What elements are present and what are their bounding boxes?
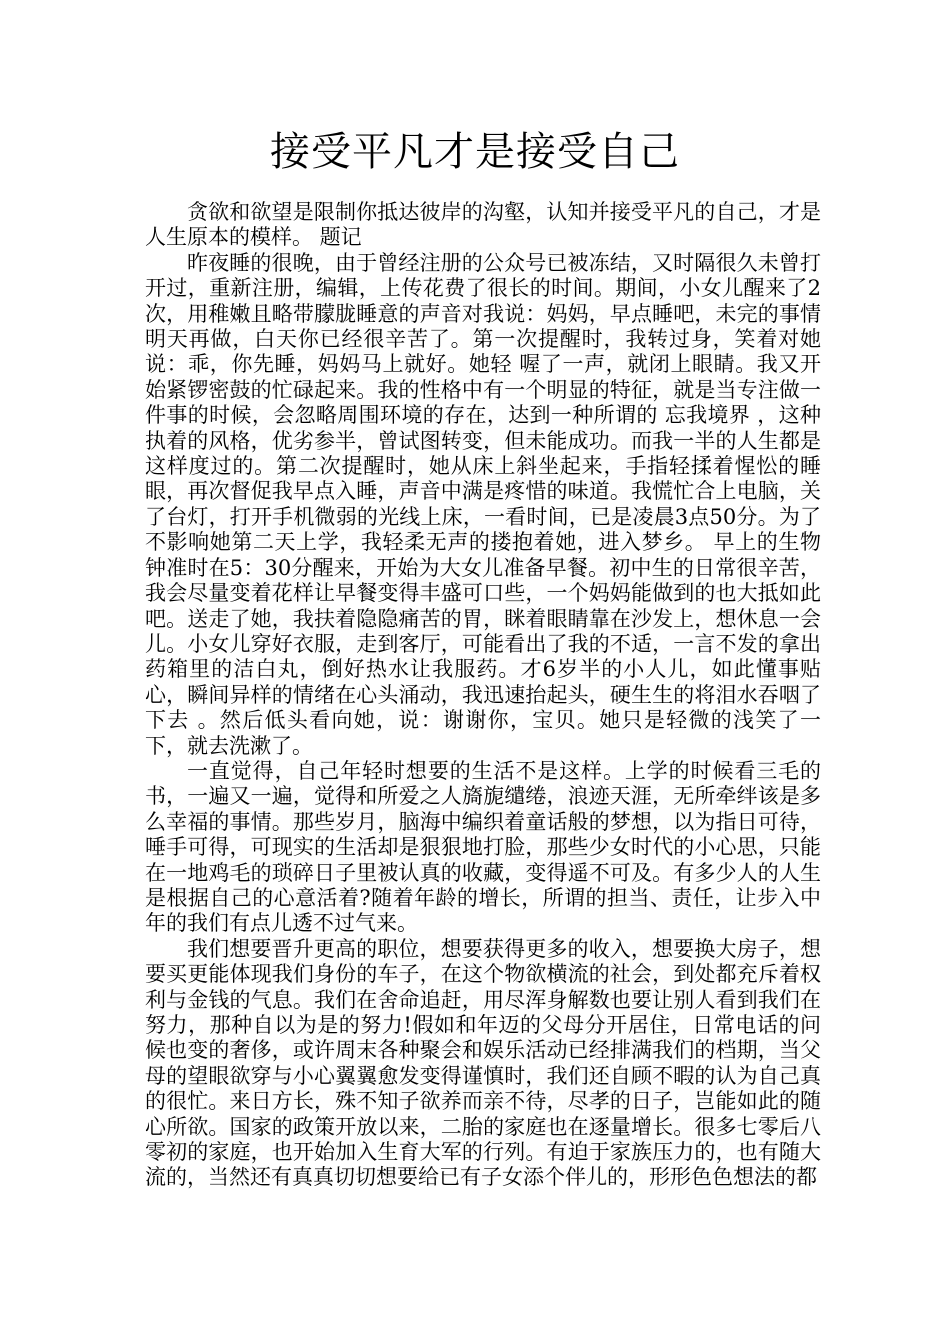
- paragraph-youth-dreams: 一直觉得，自己年轻时想要的生活不是这样。上学的时候看三毛的书，一遍又一遍，觉得和所爱之人旖旎缱绻，浪迹天涯，无所牵绊该是多么幸福的事情。那些岁月，脑海中编织着童话般的梦想，以为指日可待，唾手可得，可现实的生活却是狠狠地打脸，那些少女时代的小心思，只能在一地鸡毛的琐碎日子里被认真的收藏，变得遥不可及。有多少人的人生是根据自己的心意活着?随着年龄的增长，所谓的担当、责任，让步入中年的我们有点儿透不过气来。: [145, 758, 821, 936]
- paragraph-epigraph: 贪欲和欲望是限制你抵达彼岸的沟壑，认知并接受平凡的自己，才是人生原本的模样。 题记: [145, 200, 821, 250]
- paragraph-pursuit: 我们想要晋升更高的职位，想要获得更多的收入，想要换大房子，想要买更能体现我们身份的车子，在这个物欲横流的社会，到处都充斥着权利与金钱的气息。我们在舍命追赶，用尽浑身解数也要让别人看到我们在努力，那种自以为是的努力!假如和年迈的父母分开居住，日常电话的问候也变的奢侈，或许周末各种聚会和娱乐活动已经排满我们的档期，当父母的望眼欲穿与小心翼翼愈发变得谨慎时，我们还自顾不暇的认为自己真的很忙。来日方长，殊不知子欲养而亲不待，尽孝的日子，岂能如此的随心所欲。国家的政策开放以来，二胎的家庭也在逐量增长。很多七零后八零初的家庭，也开始加入生育大军的行列。有迫于家族压力的，也有随大流的，当然还有真真切切想要给已有子女添个伴儿的，形形色色想法的都: [145, 936, 821, 1190]
- paragraph-last-night: 昨夜睡的很晚，由于曾经注册的公众号已被冻结，又时隔很久未曾打开过，重新注册，编辑，上传花费了很长的时间。期间，小女儿醒来了2次，用稚嫩且略带朦胧睡意的声音对我说：妈妈，早点睡吧，未完的事情明天再做，白天你已经很辛苦了。第一次提醒时，我转过身，笑着对她说：乖，你先睡，妈妈马上就好。她轻 喔了一声，就闭上眼睛。我又开始紧锣密鼓的忙碌起来。我的性格中有一个明显的特征，就是当专注做一件事的时候，会忽略周围环境的存在，达到一种所谓的 忘我境界 ，这种执着的风格，优劣参半，曾试图转变，但未能成功。而我一半的人生都是这样度过的。第二次提醒时，她从床上斜坐起来，手指轻揉着惺忪的睡眼，再次督促我早点入睡，声音中满是疼惜的味道。我慌忙合上电脑，关了台灯，打开手机微弱的光线上床，一看时间，已是凌晨3点50分。为了不影响她第二天上学，我轻柔无声的搂抱着她，进入梦乡。 早上的生物钟准时在5：30分醒来，开始为大女儿准备早餐。初中生的日常很辛苦，我会尽量变着花样让早餐变得丰盛可口些，一个妈妈能做到的也大抵如此吧。送走了她，我扶着隐隐痛苦的胃，眯着眼睛靠在沙发上，想休息一会儿。小女儿穿好衣服，走到客厅，可能看出了我的不适，一言不发的拿出药箱里的洁白丸，倒好热水让我服药。才6岁半的小人儿，如此懂事贴心，瞬间异样的情绪在心头涌动，我迅速抬起头，硬生生的将泪水吞咽了下去 。然后低头看向她，说：谢谢你，宝贝。她只是轻微的浅笑了一下，就去洗漱了。: [145, 250, 821, 758]
- document-title: 接受平凡才是接受自己: [270, 129, 680, 175]
- document-body: [145, 200, 821, 1191]
